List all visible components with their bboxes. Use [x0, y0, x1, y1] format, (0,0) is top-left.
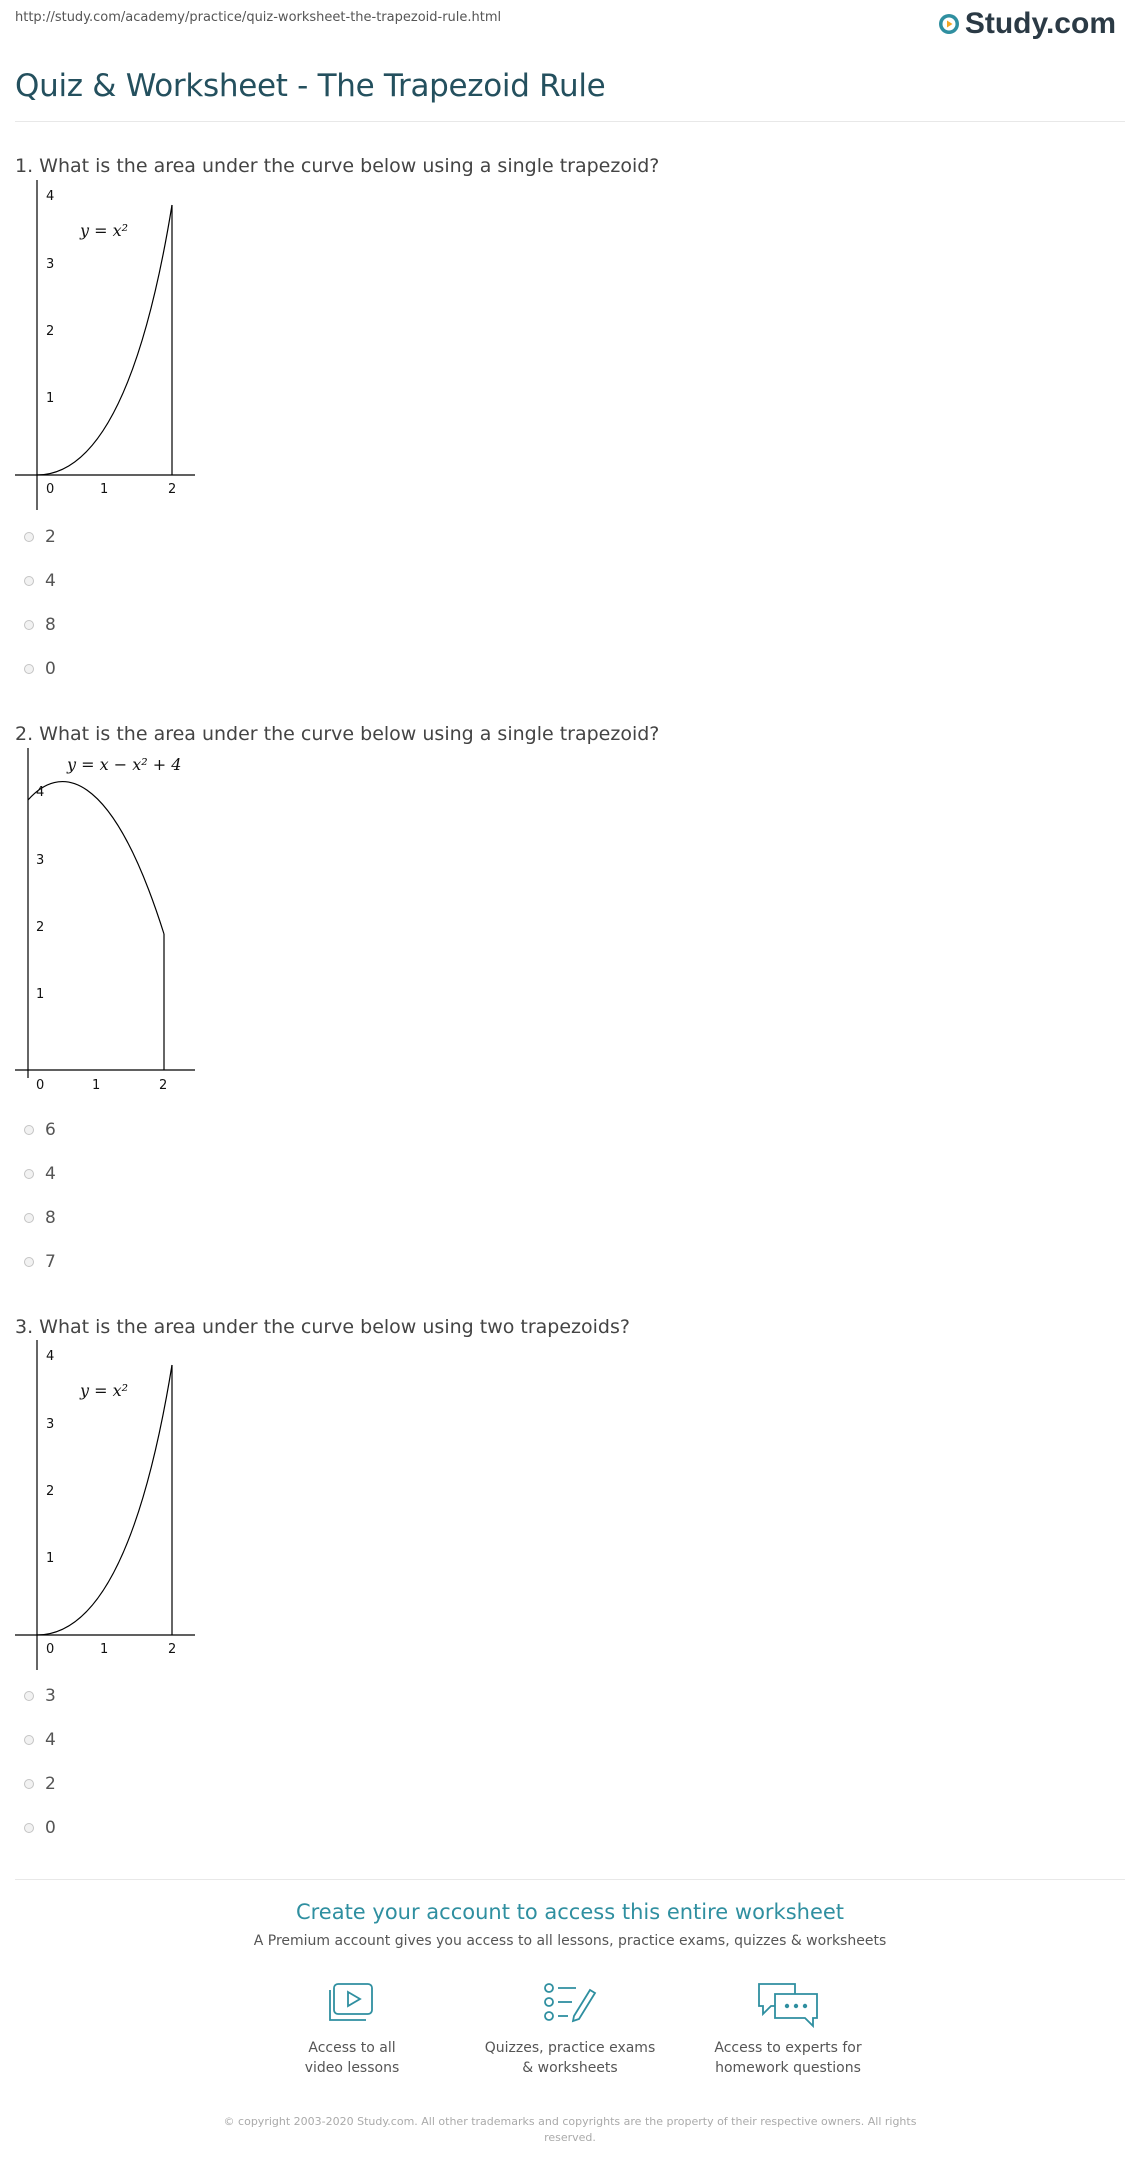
y-tick-label: 3	[36, 853, 45, 868]
radio-button[interactable]	[24, 1823, 34, 1833]
option-label: 6	[45, 1120, 56, 1140]
logo-text: Study.com	[964, 7, 1116, 40]
x-tick-label: 2	[159, 1078, 168, 1093]
chat-experts-icon	[755, 1980, 821, 2030]
y-tick-label: 1	[46, 1551, 55, 1566]
radio-button[interactable]	[24, 1691, 34, 1701]
radio-button[interactable]	[24, 1125, 34, 1135]
curve-formula: y = x²	[80, 1381, 129, 1400]
option-label: 3	[45, 1686, 56, 1706]
x-tick-label: 2	[168, 482, 177, 497]
x-tick-label: 0	[46, 482, 55, 497]
feature-video-lessons	[242, 1980, 462, 2078]
option-label: 0	[45, 659, 56, 679]
answer-option[interactable]	[24, 1207, 56, 1229]
radio-button[interactable]	[24, 664, 34, 674]
option-label: 7	[45, 1252, 56, 1272]
answer-option[interactable]	[24, 1251, 56, 1273]
answer-option[interactable]	[24, 1773, 56, 1795]
copyright	[0, 2114, 1140, 2146]
x-tick-label: 2	[168, 1642, 177, 1657]
curve-formula: y = x − x² + 4	[67, 755, 182, 774]
option-label: 4	[45, 571, 56, 591]
video-lessons-icon	[322, 1980, 382, 2030]
radio-button[interactable]	[24, 1257, 34, 1267]
page-url: http://study.com/academy/practice/quiz-worksheet-the-trapezoid-rule.html	[15, 10, 502, 25]
study-logo[interactable]	[937, 7, 1116, 41]
question-1-graph	[0, 180, 220, 510]
x-tick-label: 1	[92, 1078, 101, 1093]
y-tick-label: 4	[46, 189, 55, 204]
copyright-line: © copyright 2003-2020 Study.com. All other trademarks and copyrights are the property of their respective owners. All rights	[223, 2115, 917, 2128]
answer-option[interactable]	[24, 1729, 56, 1751]
quiz-checklist-icon	[540, 1980, 600, 2030]
radio-button[interactable]	[24, 1779, 34, 1789]
option-label: 8	[45, 1208, 56, 1228]
option-label: 4	[45, 1730, 56, 1750]
option-label: 2	[45, 1774, 56, 1794]
radio-button[interactable]	[24, 532, 34, 542]
answer-option[interactable]	[24, 1817, 56, 1839]
y-tick-label: 2	[36, 920, 45, 935]
promo-divider	[15, 1879, 1125, 1880]
answer-option[interactable]	[24, 1685, 56, 1707]
play-circle-icon	[937, 12, 961, 36]
create-account-link[interactable]: Create your account to access this entire worksheet	[295, 1900, 845, 1924]
feature-label-line: homework questions	[715, 2060, 861, 2076]
curve-formula: y = x²	[80, 221, 129, 240]
feature-experts	[678, 1980, 898, 2078]
question-2-graph	[0, 748, 220, 1098]
y-tick-label: 3	[46, 257, 55, 272]
y-tick-label: 4	[36, 785, 45, 800]
option-label: 4	[45, 1164, 56, 1184]
option-label: 2	[45, 527, 56, 547]
radio-button[interactable]	[24, 1213, 34, 1223]
curve	[28, 782, 164, 934]
y-tick-label: 1	[46, 391, 55, 406]
feature-label-line: Access to experts for	[714, 2040, 862, 2056]
question-1-title: 1. What is the area under the curve below using a single trapezoid?	[15, 155, 660, 177]
answer-option[interactable]	[24, 614, 56, 636]
x-tick-label: 1	[100, 482, 109, 497]
feature-label-line: Access to all	[308, 2040, 396, 2056]
radio-button[interactable]	[24, 1735, 34, 1745]
answer-option[interactable]	[24, 1163, 56, 1185]
y-tick-label: 2	[46, 324, 55, 339]
feature-quizzes	[460, 1980, 680, 2078]
x-tick-label: 0	[36, 1078, 45, 1093]
question-2-title: 2. What is the area under the curve below using a single trapezoid?	[15, 723, 660, 745]
option-label: 8	[45, 615, 56, 635]
radio-button[interactable]	[24, 620, 34, 630]
question-3-graph	[0, 1340, 220, 1670]
feature-label-line: video lessons	[304, 2060, 400, 2076]
promo-subtitle: A Premium account gives you access to all lessons, practice exams, quizzes & worksheets	[253, 1933, 887, 1949]
curve	[37, 205, 172, 475]
feature-label-line: & worksheets	[522, 2060, 618, 2076]
title-divider	[15, 121, 1125, 122]
y-tick-label: 3	[46, 1417, 55, 1432]
y-tick-label: 4	[46, 1349, 55, 1364]
radio-button[interactable]	[24, 576, 34, 586]
y-tick-label: 2	[46, 1484, 55, 1499]
answer-option[interactable]	[24, 1119, 56, 1141]
y-tick-label: 1	[36, 987, 45, 1002]
x-tick-label: 1	[100, 1642, 109, 1657]
x-tick-label: 0	[46, 1642, 55, 1657]
option-label: 0	[45, 1818, 56, 1838]
page-title: Quiz & Worksheet - The Trapezoid Rule	[15, 68, 606, 104]
curve	[37, 1365, 172, 1635]
answer-option[interactable]	[24, 570, 56, 592]
answer-option[interactable]	[24, 526, 56, 548]
feature-label-line: Quizzes, practice exams	[484, 2040, 656, 2056]
question-3-title: 3. What is the area under the curve below using two trapezoids?	[15, 1316, 630, 1338]
answer-option[interactable]	[24, 658, 56, 680]
copyright-line: reserved.	[544, 2131, 596, 2144]
radio-button[interactable]	[24, 1169, 34, 1179]
